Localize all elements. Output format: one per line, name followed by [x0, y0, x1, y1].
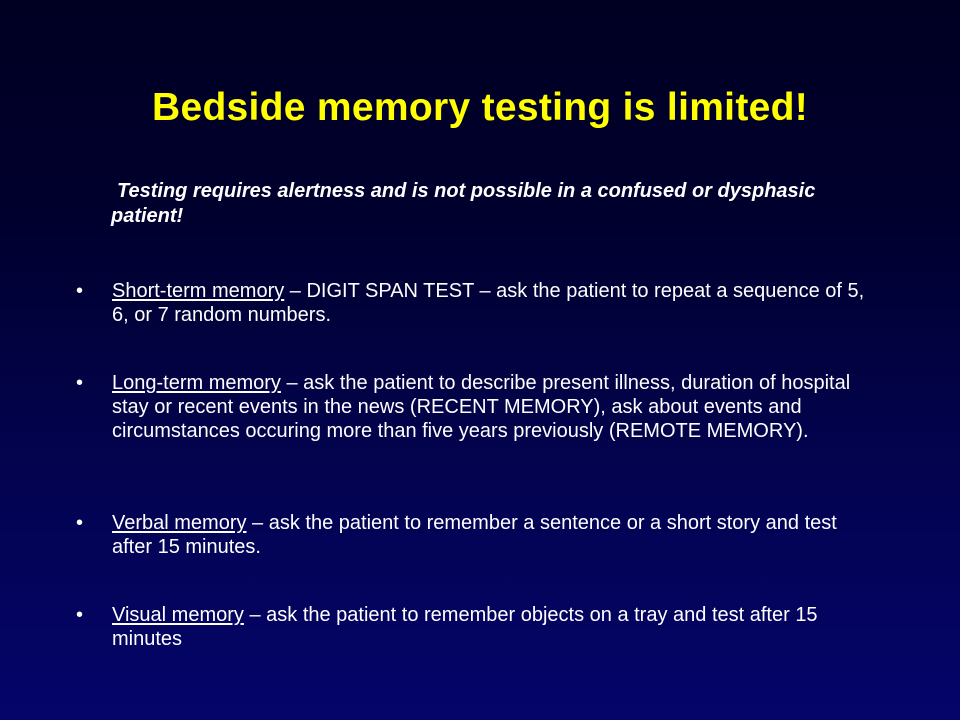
- bullet-text: [112, 371, 876, 443]
- bullet-description: – ask the patient to remember a sentence or a short story and test after 15 minutes.: [112, 512, 837, 558]
- slide-subtitle: Testing requires alertness and is not possible in a confused or dysphasic patient!: [111, 180, 816, 227]
- bullet-text: [112, 279, 876, 327]
- bullet-term: Visual memory: [112, 604, 244, 626]
- slide-title: Bedside memory testing is limited!: [151, 86, 809, 129]
- bullet-item-long-term-memory: [76, 371, 876, 443]
- bullet-icon: •: [76, 372, 84, 394]
- bullet-term: Verbal memory: [112, 512, 247, 534]
- bullet-icon: •: [76, 512, 84, 534]
- bullet-description: – ask the patient to remember objects on a tray and test after 15 minutes: [112, 604, 818, 650]
- bullet-description: – DIGIT SPAN TEST – ask the patient to repeat a sequence of 5, 6, or 7 random numbers.: [112, 280, 865, 326]
- bullet-text: [112, 603, 876, 651]
- bullet-item-short-term-memory: [76, 279, 876, 327]
- bullet-item-visual-memory: [76, 603, 876, 651]
- bullet-description: – ask the patient to describe present illness, duration of hospital stay or recent events in the news (RECENT MEMORY), ask about events and circumstances occuring more than five years previously (REMOTE MEMORY).: [112, 372, 851, 442]
- bullet-icon: •: [76, 280, 84, 302]
- bullet-item-verbal-memory: [76, 511, 876, 559]
- bullet-icon: •: [76, 604, 84, 626]
- bullet-term: Long-term memory: [112, 372, 281, 394]
- bullet-text: [112, 511, 876, 559]
- bullet-term: Short-term memory: [112, 280, 285, 302]
